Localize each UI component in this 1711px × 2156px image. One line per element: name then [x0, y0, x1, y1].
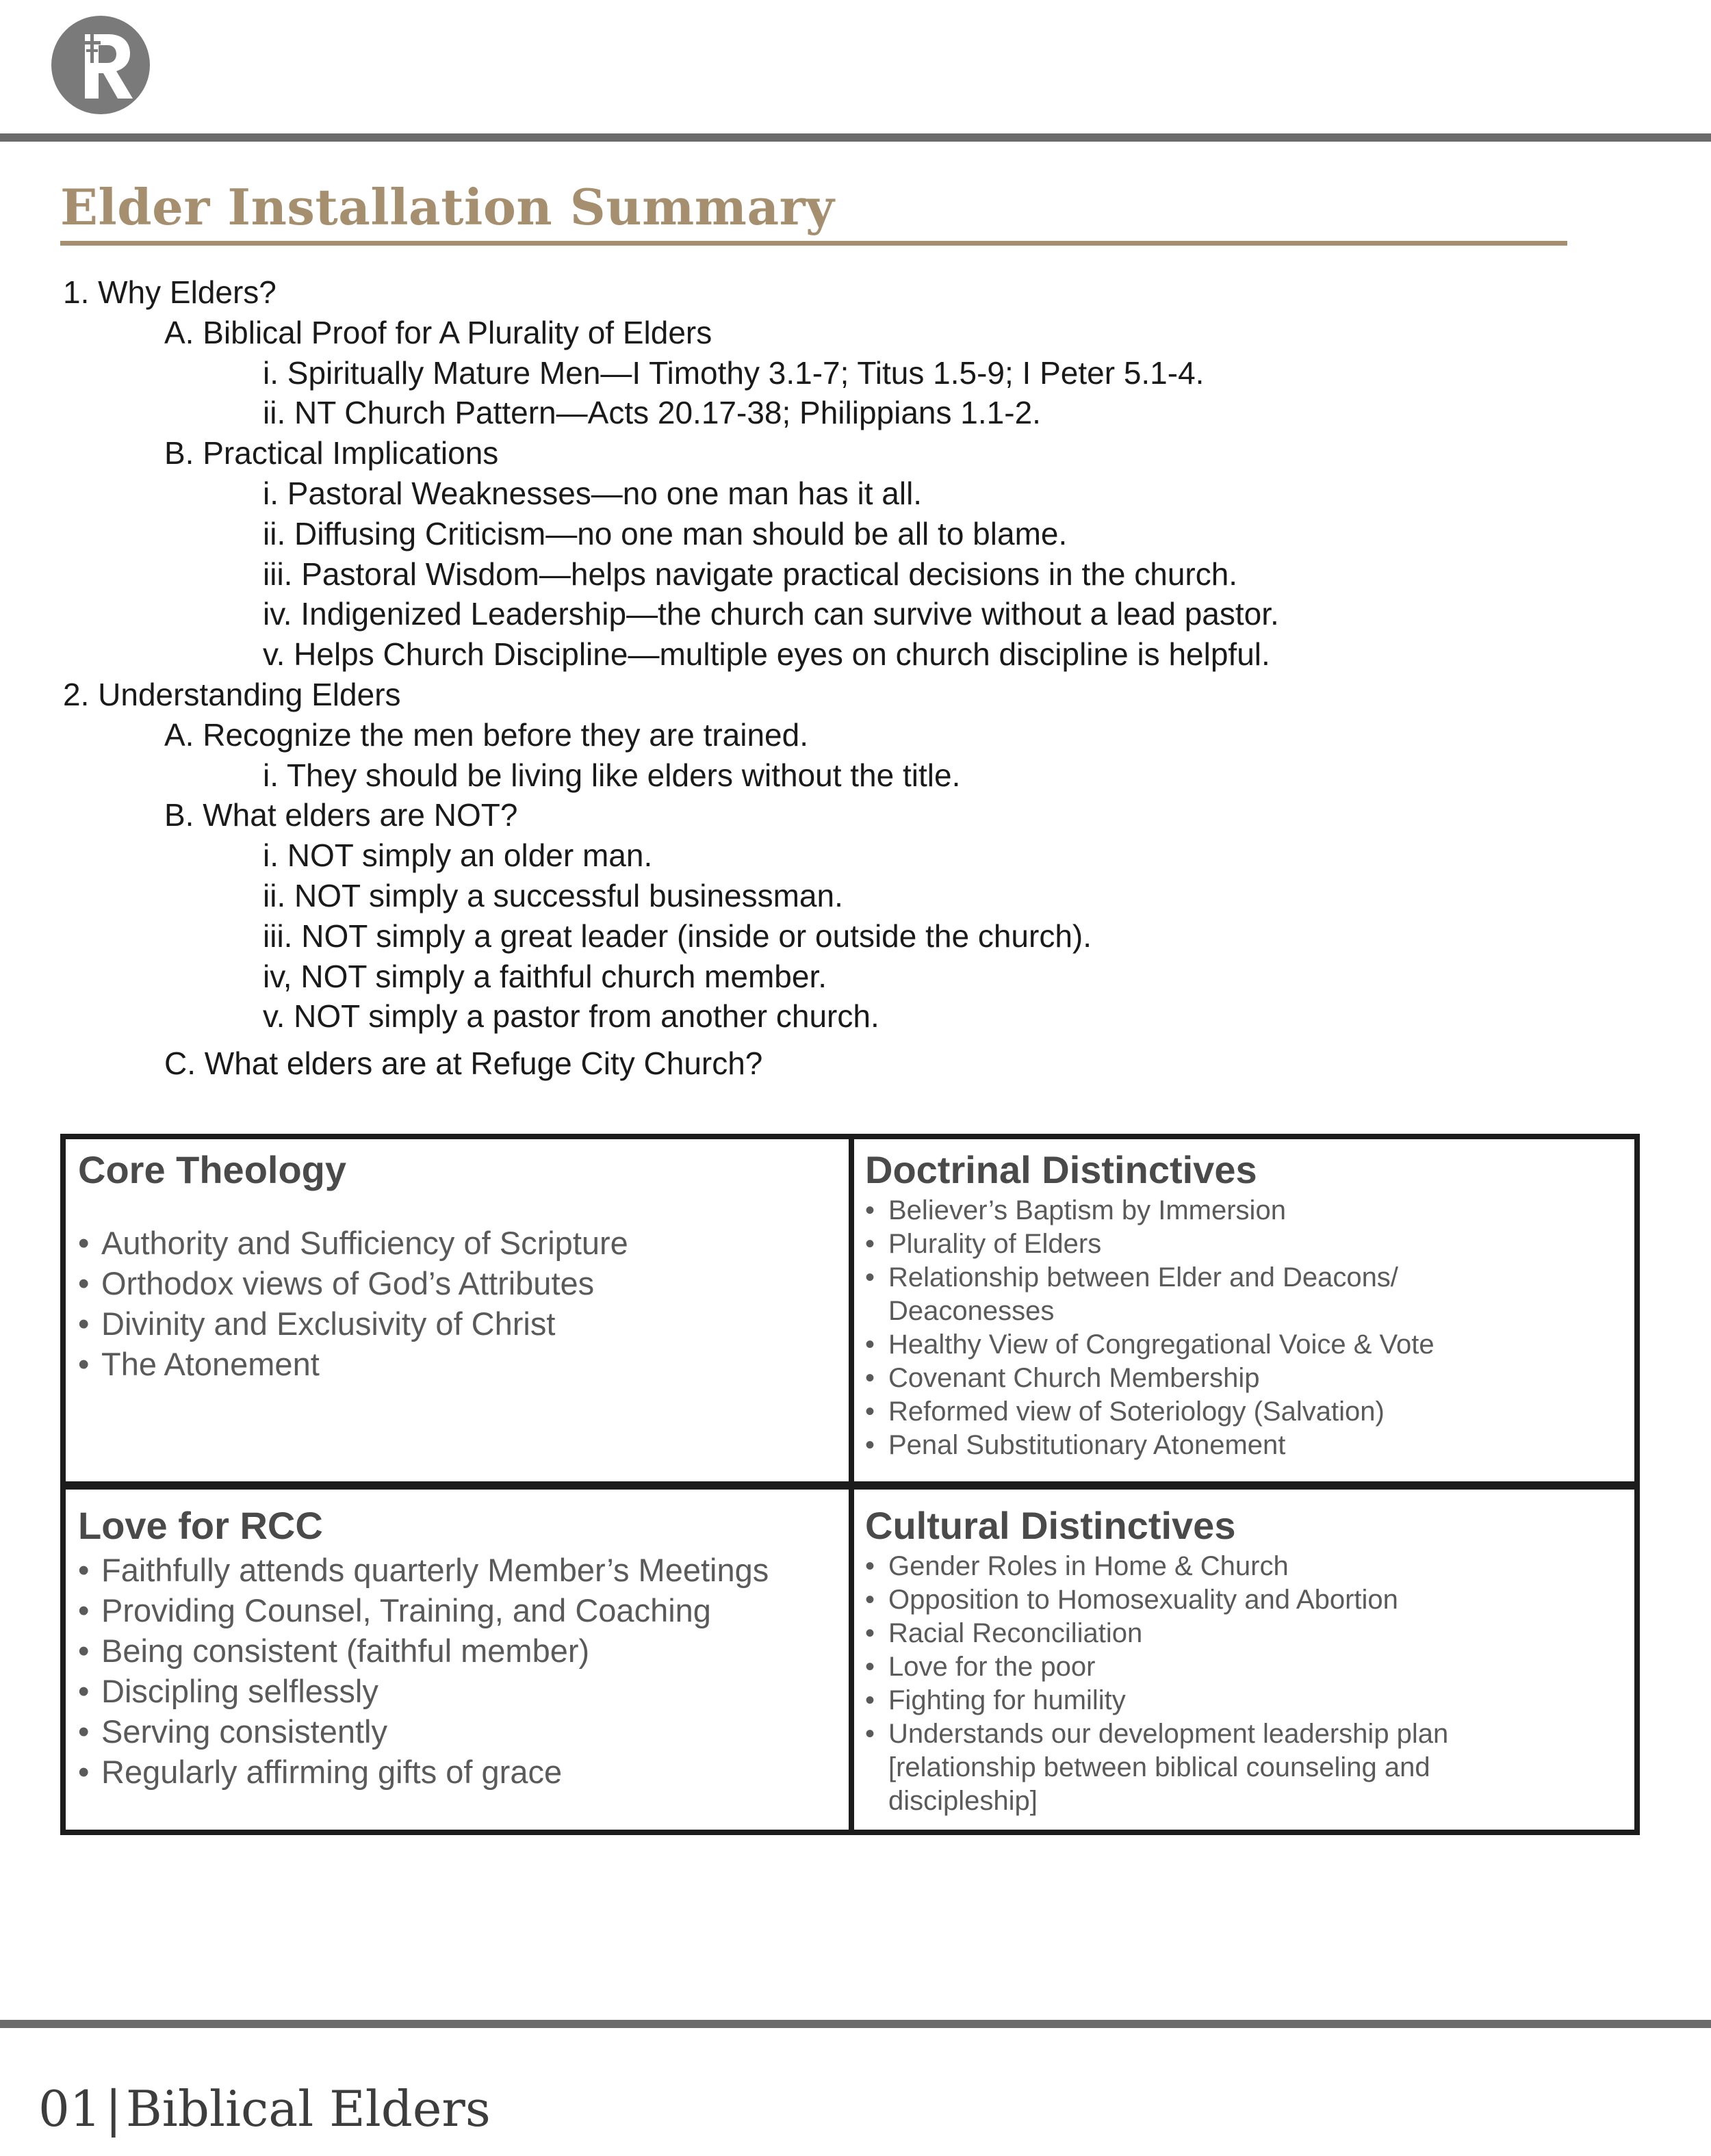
- bullet-item: • The Atonement: [78, 1344, 845, 1384]
- outline-item: ii. Diffusing Criticism—no one man should be all to blame.: [263, 515, 1068, 551]
- bullet-item: • Gender Roles in Home & Church: [865, 1550, 1632, 1583]
- core-theology-box: [78, 1146, 845, 1384]
- bullet-item: • Believer’s Baptism by Immersion: [865, 1194, 1632, 1228]
- doctrinal-distinctives-box: [865, 1146, 1632, 1462]
- outline-item: i. NOT simply an older man.: [263, 837, 653, 874]
- outline-item: v. Helps Church Discipline—multiple eyes on church discipline is helpful.: [263, 636, 1270, 673]
- outline-item: C. What elders are at Refuge City Church?: [164, 1045, 763, 1082]
- outline-item: ii. NOT simply a successful businessman.: [263, 877, 843, 913]
- bullet-item: • Plurality of Elders: [865, 1228, 1632, 1261]
- core-theology-title: Core Theology: [78, 1148, 347, 1191]
- page-number: 01: [38, 2080, 101, 2138]
- bullet-item: • Orthodox views of God’s Attributes: [78, 1263, 845, 1303]
- footer-separator: |: [105, 2080, 122, 2138]
- section-name: Biblical Elders: [125, 2080, 491, 2138]
- bullet-item: • Providing Counsel, Training, and Coaching: [78, 1590, 845, 1631]
- outline-item: 2. Understanding Elders: [63, 676, 401, 712]
- page-footer: [38, 2080, 491, 2138]
- doctrinal-distinctives-title: Doctrinal Distinctives: [865, 1148, 1257, 1191]
- summary-grid: [60, 1134, 1640, 1835]
- outline-item: i. Spiritually Mature Men—I Timothy 3.1-7; Titus 1.5-9; I Peter 5.1-4.: [263, 354, 1205, 391]
- outline-item: B. Practical Implications: [164, 435, 499, 471]
- bullet-item: • Healthy View of Congregational Voice & Vote: [865, 1328, 1632, 1362]
- bullet-item: • Serving consistently: [78, 1711, 845, 1752]
- outline-item: ii. NT Church Pattern—Acts 20.17-38; Philippians 1.1-2.: [263, 395, 1041, 431]
- bullet-item: • Authority and Sufficiency of Scripture: [78, 1223, 845, 1263]
- page-title: Elder Installation Summary: [60, 178, 835, 236]
- outline-item: A. Biblical Proof for A Plurality of Elders: [164, 314, 712, 350]
- outline-item: i. Pastoral Weaknesses—no one man has it all.: [263, 475, 923, 511]
- outline-item: i. They should be living like elders without the title.: [263, 757, 961, 793]
- cultural-distinctives-list: [865, 1550, 1632, 1818]
- bullet-item: • Regularly affirming gifts of grace: [78, 1752, 845, 1792]
- bullet-item: • Racial Reconciliation: [865, 1617, 1632, 1650]
- bullet-item: • Understands our development leadership plan [relationship between biblical counseling and discipleship]: [865, 1717, 1632, 1818]
- bullet-item: • Covenant Church Membership: [865, 1362, 1632, 1395]
- bullet-item: • Penal Substitutionary Atonement: [865, 1429, 1632, 1462]
- bullet-item: • Discipling selflessly: [78, 1671, 845, 1711]
- cultural-distinctives-title: Cultural Distinctives: [865, 1504, 1236, 1547]
- grid-horizontal-divider: [66, 1481, 1634, 1490]
- bullet-item: • Faithfully attends quarterly Member’s Meetings: [78, 1550, 845, 1590]
- doctrinal-distinctives-list: [865, 1194, 1632, 1462]
- bullet-item: • Fighting for humility: [865, 1684, 1632, 1717]
- love-for-rcc-box: [78, 1502, 845, 1792]
- outline: [63, 272, 1637, 1084]
- bullet-item: • Divinity and Exclusivity of Christ: [78, 1303, 845, 1344]
- outline-item: A. Recognize the men before they are trained.: [164, 716, 809, 753]
- love-for-rcc-list: [78, 1550, 845, 1792]
- bullet-item: • Relationship between Elder and Deacons/ Deaconesses: [865, 1261, 1632, 1328]
- cultural-distinctives-box: [865, 1502, 1632, 1818]
- title-underline: [60, 241, 1567, 246]
- core-theology-list: [78, 1223, 845, 1384]
- footer-divider: [0, 2020, 1711, 2028]
- outline-item: iii. NOT simply a great leader (inside or outside the church).: [263, 918, 1092, 954]
- bullet-item: • Reformed view of Soteriology (Salvation): [865, 1395, 1632, 1429]
- bullet-item: • Love for the poor: [865, 1650, 1632, 1684]
- outline-item: v. NOT simply a pastor from another church.: [263, 998, 879, 1035]
- outline-item: iii. Pastoral Wisdom—helps navigate practical decisions in the church.: [263, 556, 1238, 592]
- outline-item: iv, NOT simply a faithful church member.: [263, 958, 827, 994]
- outline-item: B. What elders are NOT?: [164, 797, 518, 833]
- bullet-item: • Opposition to Homosexuality and Abortion: [865, 1583, 1632, 1617]
- church-r-logo-icon: [49, 14, 152, 116]
- outline-item: iv. Indigenized Leadership—the church can survive without a lead pastor.: [263, 596, 1279, 632]
- header-divider: [0, 133, 1711, 142]
- bullet-item: • Being consistent (faithful member): [78, 1631, 845, 1671]
- love-for-rcc-title: Love for RCC: [78, 1504, 323, 1547]
- outline-item: 1. Why Elders?: [63, 274, 276, 310]
